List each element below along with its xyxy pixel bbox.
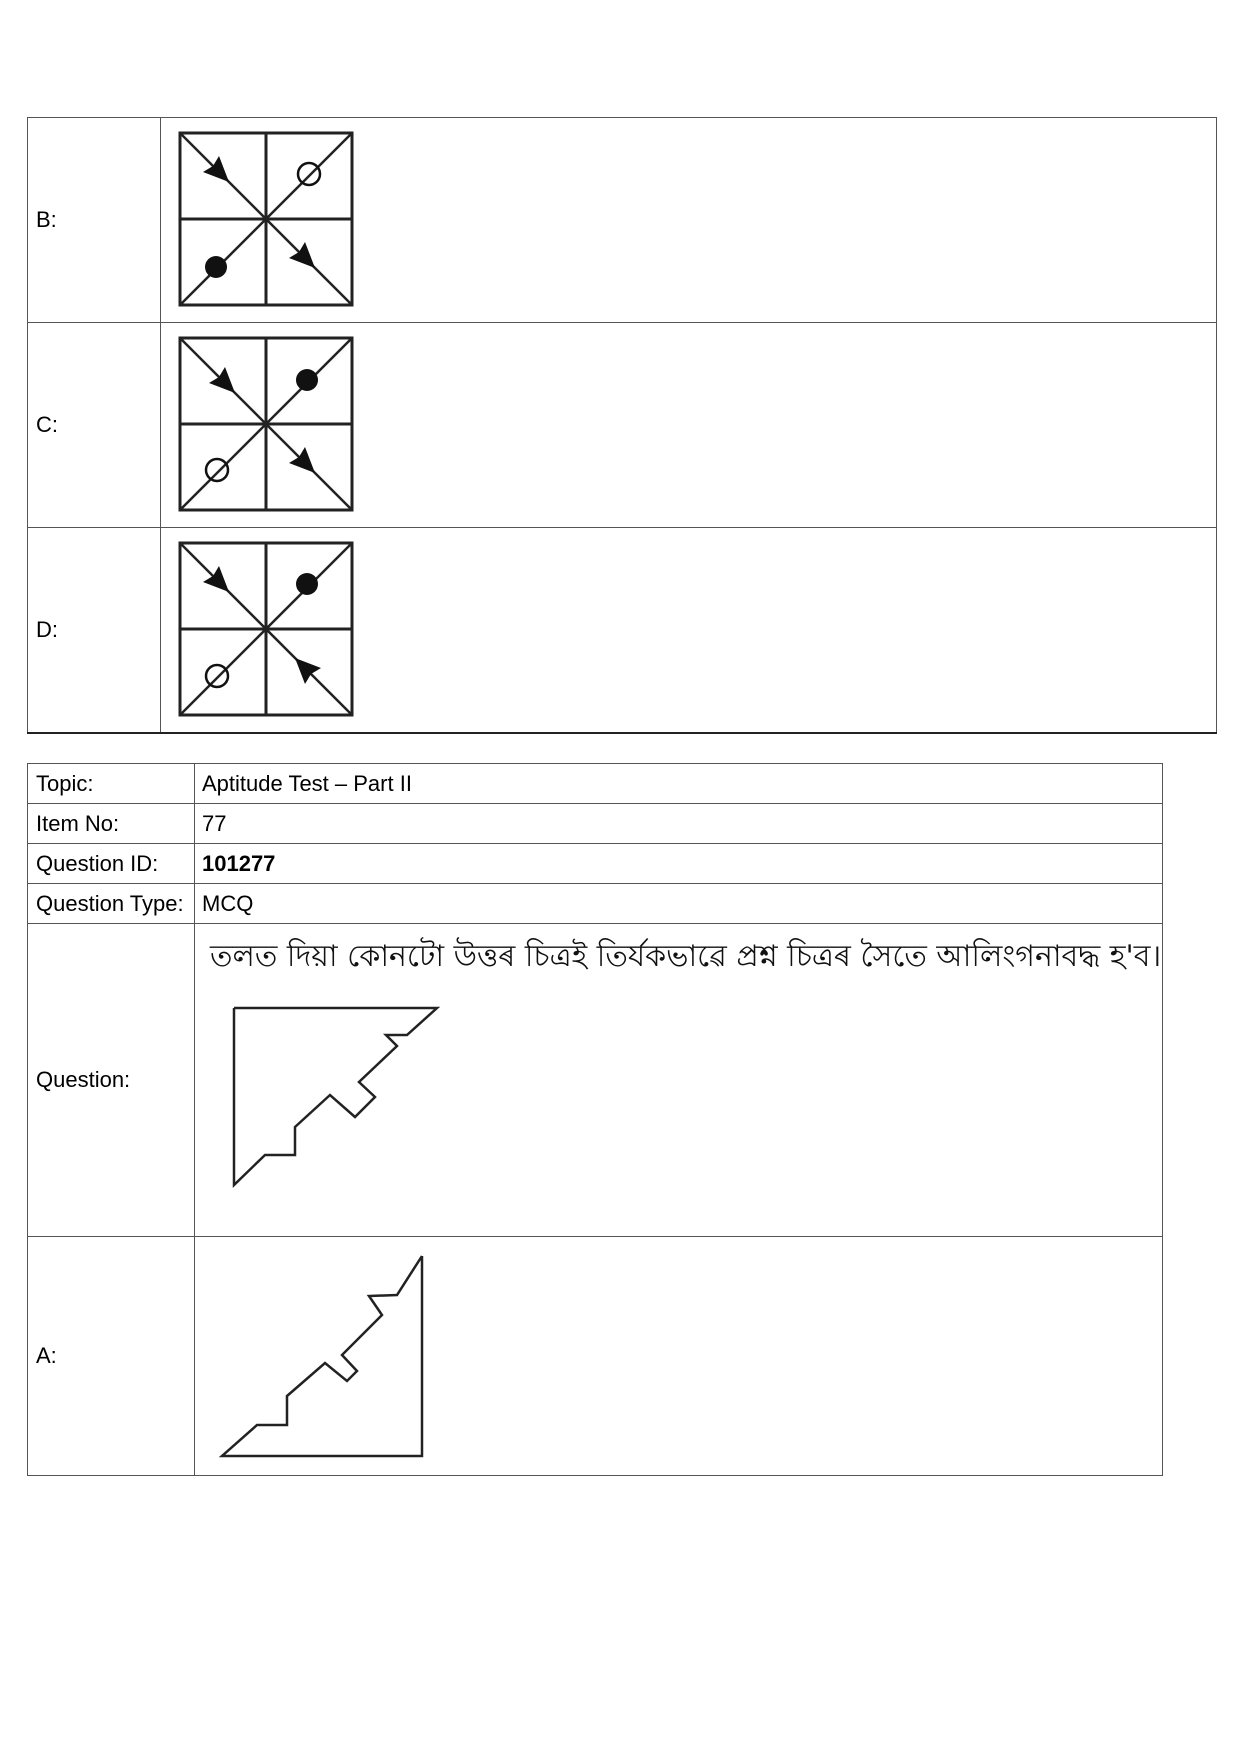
question-row [28,924,1163,1237]
option-row-a [28,1237,1163,1476]
option-label: C: [28,323,161,528]
option-figure-cell[interactable] [161,118,1217,323]
question-id-value: 101277 [195,844,1163,884]
question-table [27,763,1163,1476]
option-label: B: [28,118,161,323]
option-figure-cell[interactable] [195,1237,1163,1476]
option-figure-cell[interactable] [161,323,1217,528]
question-id-label: Question ID: [28,844,195,884]
filled-circle-icon [205,256,227,278]
topic-value: Aptitude Test – Part II [195,764,1163,804]
topic-row [28,764,1163,804]
question-type-row [28,884,1163,924]
question-cell [195,924,1163,1237]
option-label: D: [28,528,161,734]
question-type-label: Question Type: [28,884,195,924]
filled-circle-icon [296,369,318,391]
option-row-b [28,118,1217,323]
grid-figure-c [177,335,357,515]
question-id-row [28,844,1163,884]
hollow-circle-icon [206,665,228,687]
hollow-circle-icon [206,459,228,481]
option-row-d [28,528,1217,734]
question-figure [227,1003,457,1223]
item-label: Item No: [28,804,195,844]
question-text: তলত দিয়া কোনটো উত্তৰ চিত্ৰই তিৰ্যকভাৱে প্ৰশ্ন চিত্ৰৰ সৈতে আলিংগনাবদ্ধ হ'ব। [210,939,1162,974]
question-label: Question: [28,924,195,1237]
filled-circle-icon [296,573,318,595]
topic-label: Topic: [28,764,195,804]
options-table [27,117,1217,734]
item-row [28,804,1163,844]
question-type-value: MCQ [195,884,1163,924]
option-row-c [28,323,1217,528]
item-value: 77 [195,804,1163,844]
hollow-circle-icon [298,163,320,185]
option-figure-cell[interactable] [161,528,1217,734]
option-a-label: A: [28,1237,195,1476]
grid-figure-b [177,130,357,310]
grid-figure-d [177,540,357,720]
answer-figure-a [217,1251,437,1471]
